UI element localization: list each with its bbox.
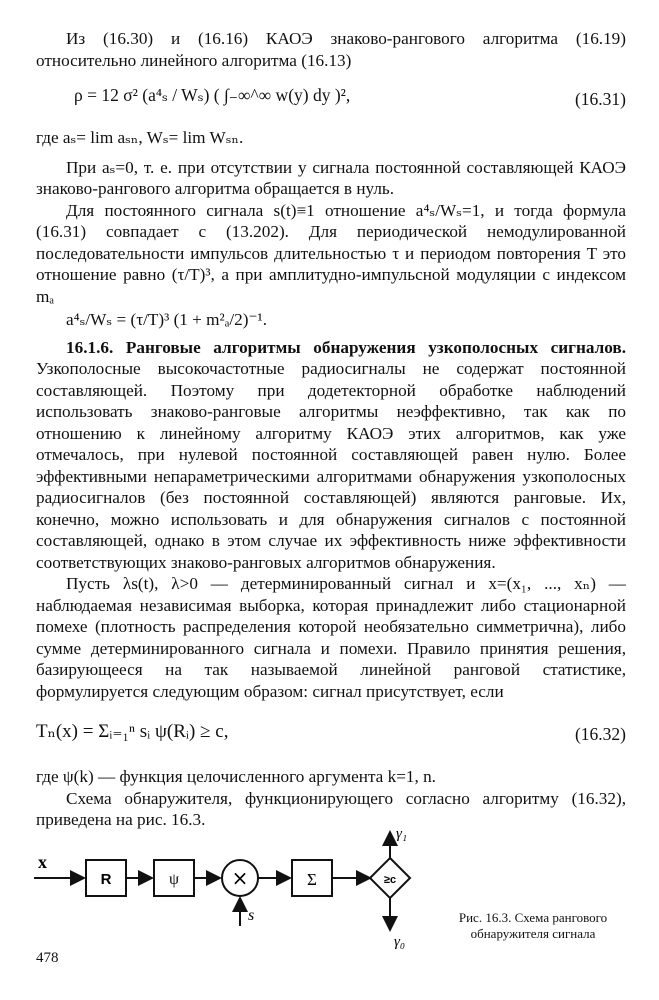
section-title: 16.1.6. Ранговые алгоритмы обнаружения узкополосных сигналов. (66, 337, 626, 357)
paragraph-where-limits: где aₛ= lim aₛₙ, Wₛ= lim Wₛₙ. (36, 128, 244, 147)
comparator-label: ≥c (383, 874, 397, 886)
paragraph-psi-function: где ψ(k) — функция целочисленного аргумента k=1, n. (36, 767, 436, 786)
output-bottom-label: γ₀ (394, 934, 406, 950)
formula-16-32-body: Tₙ(x) = Σᵢ₌₁ⁿ sᵢ ψ(Rᵢ) ≥ c, (36, 721, 229, 742)
page-content (36, 28, 626, 831)
formula-16-31 (36, 71, 626, 127)
paragraph-zero-component: При aₛ=0, т. е. при отсутствии у сигнала постоянной составляющей КАОЭ знаково-рангового алгоритма обращается в нуль. (36, 157, 626, 198)
output-top-label: γ₁ (396, 826, 408, 842)
section-text: Узкополосные высокочастотные радиосигналы не содержат постоянной составляющей. Поэтому при додетекторной обработке наблюдений использовать знаково-ранговые алгоритмы неэффективно, так как по отношению к линейному алгоритму КАОЭ этих алгоритмов, как уже отмечалось, при нулевой постоянной составляющей равен нулю. Более эффективными непараметрическими алгоритмами обнаружения узкополосных радиосигналов (без постоянной составляющей) являются ранговые. Их, конечно, можно использовать и для обнаружения сигналов с постоянной составляющей, однако в этом случае их эффективность ниже эффективности соответствующих знаково-ранговых алгоритмов обнаружения. (36, 359, 626, 572)
paragraph-constant-signal: Для постоянного сигнала s(t)≡1 отношение a⁴ₛ/Wₛ=1, и тогда формула (16.31) совпадает с (13.202). Для периодической немодулированной последовательности импульсов длительностью τ и периодом повторения T это отношение равно (τ/T)³, а при амплитудно-импульсной модуляции с индексом mₐ (36, 200, 626, 306)
formula-16-31-body: ρ = 12 σ² (a⁴ₛ / Wₛ) ( ∫₋∞^∞ w(y) dy )², (74, 85, 351, 105)
psi-block-label: ψ (168, 871, 180, 888)
formula-16-31-number: (16.31) (574, 89, 626, 109)
paragraph-ratio-formula: a⁴ₛ/Wₛ = (τ/T)³ (1 + m²ₐ/2)⁻¹. (66, 310, 268, 329)
paragraph-intro: Из (16.30) и (16.16) КАОЭ знаково-рангового алгоритма (16.19) относительно линейного алгоритма (16.13) (36, 29, 626, 70)
paragraph-sample-definition: Пусть λs(t), λ>0 — детерминированный сигнал и x=(x₁, ..., xₙ) — наблюдаемая независимая выборка, которая принадлежит либо стационарной помехе (плотность распределения которой необязательно симметрична), либо сумме детерминированного сигнала и помехи. Правило принятия решения, базирующееся на так называемой линейной ранговой статистике, формулируется следующим образом: сигнал присутствует, если (36, 574, 626, 701)
formula-16-32 (36, 702, 626, 766)
sum-block-label: Σ (307, 870, 317, 889)
section-16-1-6 (36, 337, 626, 574)
s-input-label: s (248, 907, 255, 924)
page-number: 478 (36, 950, 59, 966)
input-label: x (38, 852, 47, 872)
formula-16-32-number: (16.32) (574, 724, 626, 744)
paragraph-figure-ref: Схема обнаружителя, функционирующего согласно алгоритму (16.32), приведена на рис. 16.3. (36, 788, 626, 829)
rank-block-label: R (100, 871, 112, 888)
figure-caption: Рис. 16.3. Схема рангового обнаружителя сигнала (458, 910, 608, 941)
multiplier-symbol: × (231, 866, 249, 890)
